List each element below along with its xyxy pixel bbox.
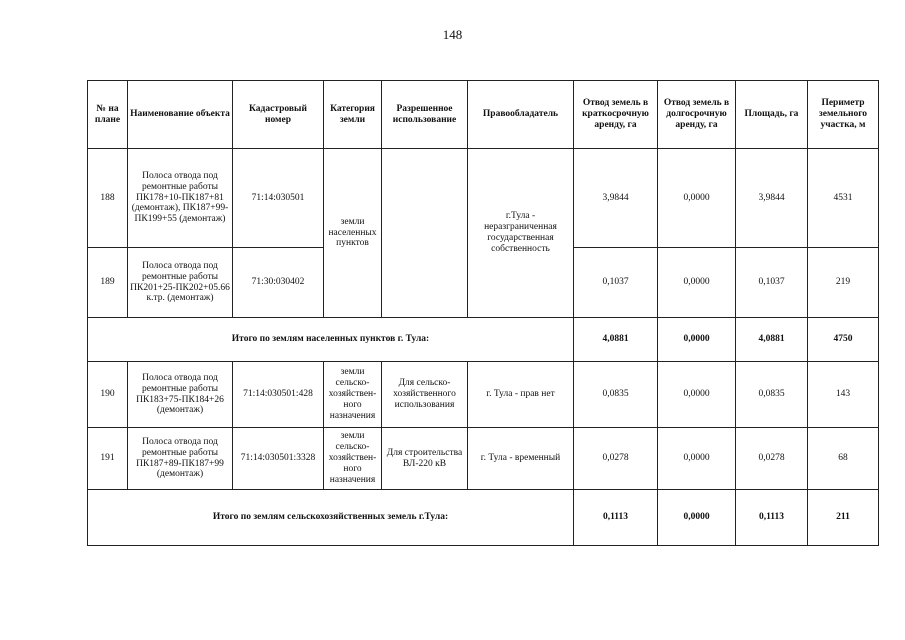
permitted-use — [382, 149, 468, 318]
header-cell: Категория земли — [324, 81, 382, 149]
permitted-use: Для строительства ВЛ-220 кВ — [382, 428, 468, 490]
area: 0,0835 — [736, 362, 808, 428]
subtotal-area: 0,1113 — [736, 490, 808, 546]
land-allocation-table — [87, 80, 879, 546]
cadastral-number: 71:30:030402 — [233, 248, 324, 318]
owner: г. Тула - временный — [468, 428, 574, 490]
short-term-lease: 0,1037 — [574, 248, 658, 318]
land-category: земли населенных пунктов — [324, 149, 382, 318]
object-name: Полоса отвода под ремонтные работы ПК178+10-ПК187+81 (демонтаж), ПК187+99-ПК199+55 (демонтаж) — [128, 149, 233, 248]
header-cell: Правообладатель — [468, 81, 574, 149]
object-name: Полоса отвода под ремонтные работы ПК201+25-ПК202+05.66 к.тр. (демонтаж) — [128, 248, 233, 318]
long-term-lease: 0,0000 — [658, 362, 736, 428]
long-term-lease: 0,0000 — [658, 248, 736, 318]
long-term-lease: 0,0000 — [658, 428, 736, 490]
subtotal-row — [88, 490, 879, 546]
table-row — [88, 428, 879, 490]
row-number: 191 — [88, 428, 128, 490]
short-term-lease: 3,9844 — [574, 149, 658, 248]
land-category: земли сельско-хозяйствен-ного назначения — [324, 362, 382, 428]
subtotal-perimeter: 211 — [808, 490, 879, 546]
subtotal-short-term: 4,0881 — [574, 318, 658, 362]
object-name: Полоса отвода под ремонтные работы ПК183+75-ПК184+26 (демонтаж) — [128, 362, 233, 428]
table-row — [88, 149, 879, 248]
header-cell: Площадь, га — [736, 81, 808, 149]
cadastral-number: 71:14:030501 — [233, 149, 324, 248]
owner: г.Тула - неразграниченная государственная собственность — [468, 149, 574, 318]
subtotal-area: 4,0881 — [736, 318, 808, 362]
header-cell: Отвод земель в краткосрочную аренду, га — [574, 81, 658, 149]
header-cell: Периметр земельного участка, м — [808, 81, 879, 149]
subtotal-short-term: 0,1113 — [574, 490, 658, 546]
subtotal-label: Итого по землям сельскохозяйственных земель г.Тула: — [88, 490, 574, 546]
subtotal-long-term: 0,0000 — [658, 318, 736, 362]
short-term-lease: 0,0278 — [574, 428, 658, 490]
short-term-lease: 0,0835 — [574, 362, 658, 428]
header-cell: Разрешенное использование — [382, 81, 468, 149]
header-cell: Наименование объекта — [128, 81, 233, 149]
row-number: 190 — [88, 362, 128, 428]
header-cell: № на плане — [88, 81, 128, 149]
header-row — [88, 81, 879, 149]
perimeter: 4531 — [808, 149, 879, 248]
area: 0,1037 — [736, 248, 808, 318]
area: 3,9844 — [736, 149, 808, 248]
owner: г. Тула - прав нет — [468, 362, 574, 428]
long-term-lease: 0,0000 — [658, 149, 736, 248]
perimeter: 219 — [808, 248, 879, 318]
land-category: земли сельско-хозяйствен-ного назначения — [324, 428, 382, 490]
cadastral-number: 71:14:030501:428 — [233, 362, 324, 428]
permitted-use: Для сельско-хозяйственного использования — [382, 362, 468, 428]
header-cell: Кадастровый номер — [233, 81, 324, 149]
table-row — [88, 362, 879, 428]
subtotal-row — [88, 318, 879, 362]
page-number: 148 — [442, 27, 463, 42]
perimeter: 143 — [808, 362, 879, 428]
header-cell: Отвод земель в долгосрочную аренду, га — [658, 81, 736, 149]
area: 0,0278 — [736, 428, 808, 490]
row-number: 188 — [88, 149, 128, 248]
perimeter: 68 — [808, 428, 879, 490]
subtotal-long-term: 0,0000 — [658, 490, 736, 546]
cadastral-number: 71:14:030501:3328 — [233, 428, 324, 490]
object-name: Полоса отвода под ремонтные работы ПК187+89-ПК187+99 (демонтаж) — [128, 428, 233, 490]
row-number: 189 — [88, 248, 128, 318]
subtotal-label: Итого по землям населенных пунктов г. Тула: — [88, 318, 574, 362]
subtotal-perimeter: 4750 — [808, 318, 879, 362]
